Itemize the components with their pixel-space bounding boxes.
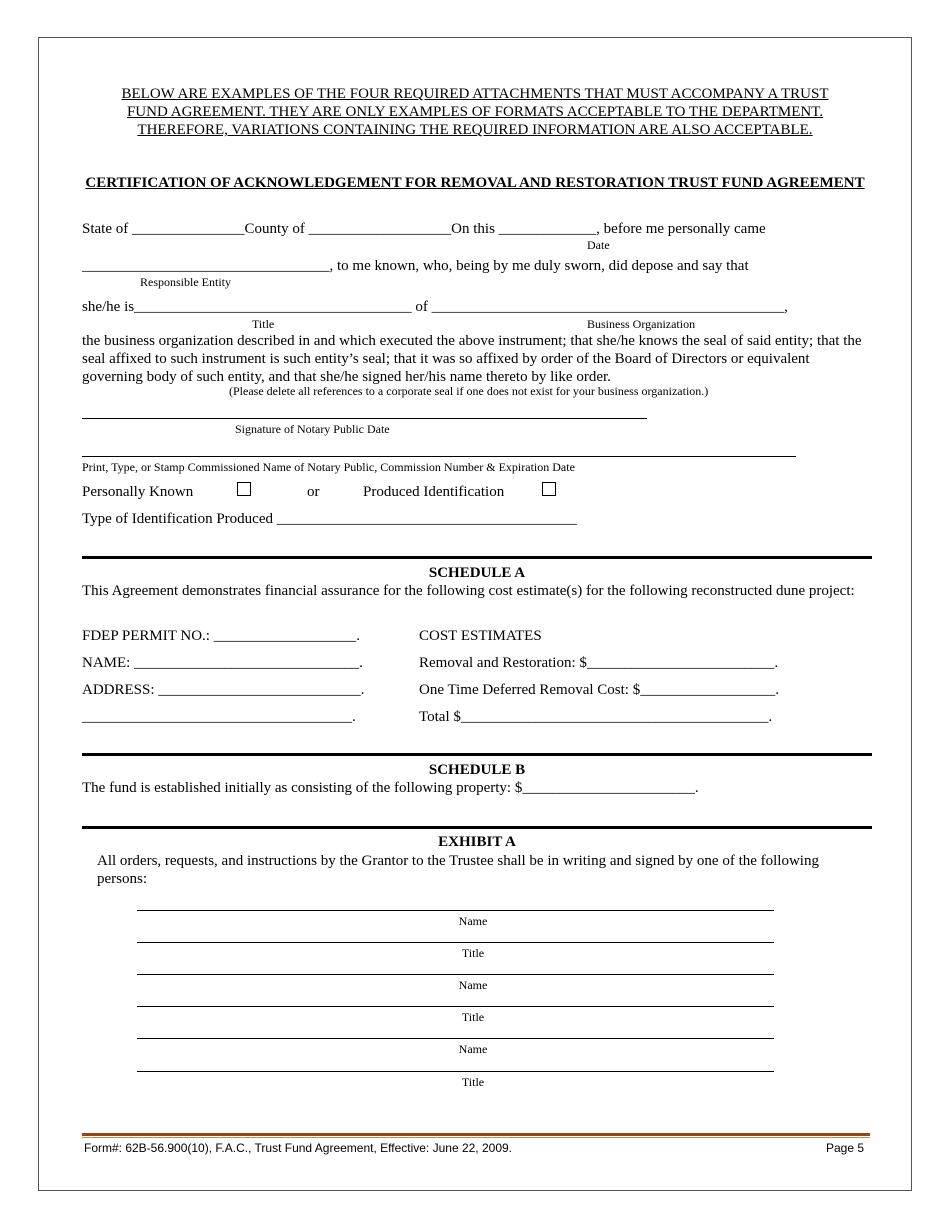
notary-print-line	[82, 456, 796, 457]
fdep-permit-field: FDEP PERMIT NO.: ___________________.	[82, 628, 360, 644]
signatory-line	[137, 1071, 774, 1072]
signatory-label: Name	[458, 1042, 488, 1056]
footer-rule	[82, 1133, 870, 1136]
date-label: Date	[587, 238, 610, 252]
title-label: Title	[252, 317, 275, 331]
signatory-line	[137, 974, 774, 975]
schedule-b-text: The fund is established initially as consisting of the following property: $_______________________.	[82, 780, 699, 796]
signatory-line	[137, 1038, 774, 1039]
responsible-entity-label: Responsible Entity	[140, 275, 231, 289]
certification-heading: CERTIFICATION OF ACKNOWLEDGEMENT FOR REMOVAL AND RESTORATION TRUST FUND AGREEMENT	[85, 175, 865, 191]
type-of-identification-line: Type of Identification Produced ________________________________________	[82, 511, 577, 527]
business-organization-label: Business Organization	[587, 317, 696, 331]
signatory-label: Title	[461, 946, 485, 960]
signatory-label: Title	[461, 1010, 485, 1024]
schedule-a-text: This Agreement demonstrates financial assurance for the following cost estimate(s) for the following reconstructed dune project:	[82, 583, 855, 599]
signatory-label: Name	[458, 978, 488, 992]
footer-page-number: Page 5	[826, 1141, 865, 1155]
certification-paragraph: the business organization described in and which executed the above instrument; that she/he knows the seal of said entity; that the seal affixed to such instrument is such entity’s seal; that it was so affixed by order of the Board of Directors or equivalent governing body of such entity, and that she/he signed her/his name thereto by like order.	[82, 333, 862, 385]
schedule-b-title: SCHEDULE B	[428, 762, 526, 778]
schedule-b-divider	[82, 753, 872, 756]
signatory-label: Title	[461, 1075, 485, 1089]
name-field: NAME: ______________________________.	[82, 655, 363, 671]
seal-note: (Please delete all references to a corporate seal if one does not exist for your business organization.)	[229, 384, 709, 398]
intro-line-2: FUND AGREEMENT. THEY ARE ONLY EXAMPLES OF FORMATS ACCEPTABLE TO THE DEPARTMENT.	[126, 104, 824, 120]
notary-print-label: Print, Type, or Stamp Commissioned Name of Notary Public, Commission Number & Expiration Date	[82, 460, 575, 474]
schedule-a-title: SCHEDULE A	[428, 565, 526, 581]
footer-form-number: Form#: 62B-56.900(10), F.A.C., Trust Fund Agreement, Effective: June 22, 2009.	[84, 1141, 513, 1155]
title-org-line: she/he is_____________________________________ of _______________________________________________,	[82, 299, 788, 315]
signature-line	[82, 418, 647, 419]
footer-rule-accent	[82, 1137, 870, 1138]
intro-line-1: BELOW ARE EXAMPLES OF THE FOUR REQUIRED ATTACHMENTS THAT MUST ACCOMPANY A TRUST	[121, 86, 829, 102]
personally-known-checkbox[interactable]	[237, 482, 251, 496]
removal-restoration-field: Removal and Restoration: $_________________________.	[419, 655, 779, 671]
total-field: Total $_________________________________________.	[419, 709, 773, 725]
schedule-a-divider	[82, 556, 872, 559]
personally-known-label: Personally Known	[82, 484, 194, 500]
produced-identification-checkbox[interactable]	[542, 482, 556, 496]
or-label: or	[307, 484, 320, 500]
address-field: ADDRESS: ___________________________.	[82, 682, 365, 698]
address-line-2: ____________________________________.	[82, 709, 356, 725]
exhibit-a-text: All orders, requests, and instructions by the Grantor to the Trustee shall be in writing and signed by one of the following persons:	[97, 853, 819, 887]
exhibit-a-divider	[82, 826, 872, 829]
signatory-line	[137, 1006, 774, 1007]
exhibit-a-title: EXHIBIT A	[438, 834, 516, 850]
deferred-removal-field: One Time Deferred Removal Cost: $__________________.	[419, 682, 779, 698]
signatory-label: Name	[458, 914, 488, 928]
intro-notice	[60, 85, 890, 139]
cost-estimates-label: COST ESTIMATES	[419, 628, 542, 644]
signatory-line	[137, 942, 774, 943]
state-county-line: State of _______________County of ___________________On this _____________, before me personally came	[82, 221, 766, 237]
intro-line-3: THEREFORE, VARIATIONS CONTAINING THE REQUIRED INFORMATION ARE ALSO ACCEPTABLE.	[137, 122, 813, 138]
signature-label: Signature of Notary Public Date	[235, 422, 390, 436]
signatory-line	[137, 910, 774, 911]
produced-identification-label: Produced Identification	[363, 484, 505, 500]
responsible-entity-line: _________________________________, to me known, who, being by me duly sworn, did depose and say that	[82, 258, 749, 274]
